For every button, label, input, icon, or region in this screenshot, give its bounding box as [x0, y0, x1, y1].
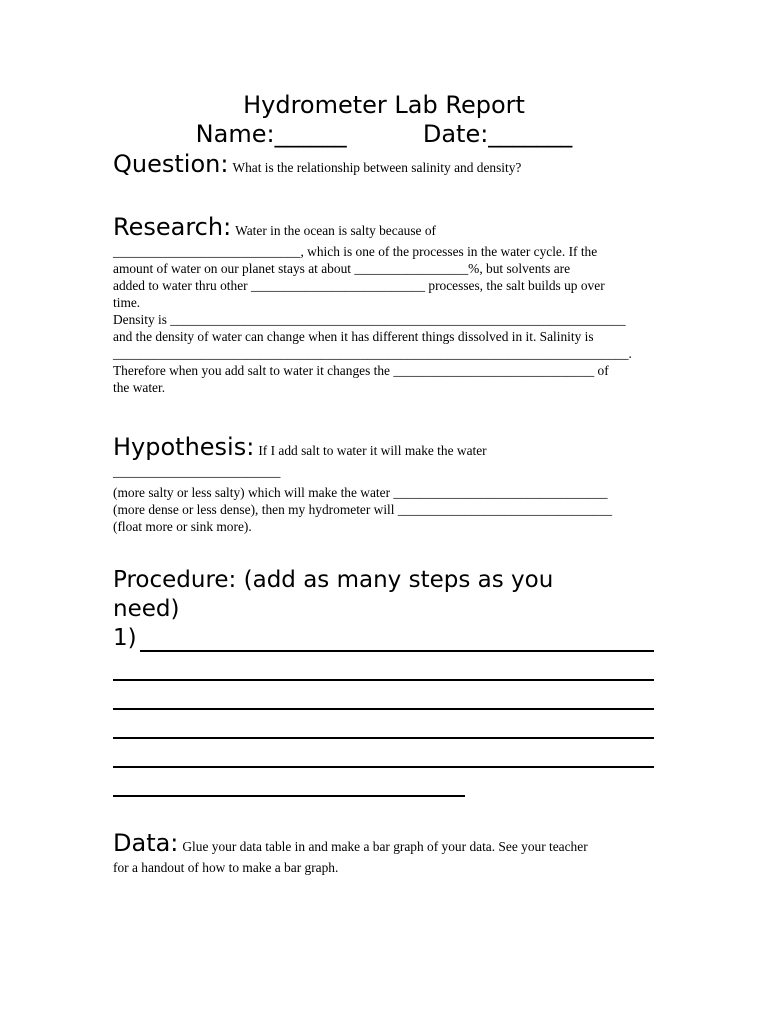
research-line: ____________________________, which is one of the processes in the water cycle. If the	[113, 244, 598, 259]
research-heading: Research:	[113, 213, 232, 241]
page-title: Hydrometer Lab Report	[243, 91, 525, 119]
procedure-answer-line	[113, 766, 654, 768]
data-heading: Data:	[113, 829, 179, 857]
data-second-line: for a handout of how to make a bar graph.	[113, 860, 339, 875]
research-line: _____________________________________________________________________________.	[113, 346, 632, 361]
research-line: amount of water on our planet stays at about _________________%, but solvents are	[113, 261, 571, 276]
hypothesis-heading: Hypothesis:	[113, 433, 255, 461]
procedure-answer-line	[140, 650, 654, 652]
research-line: added to water thru other __________________________ processes, the salt builds up over	[113, 278, 605, 293]
hypothesis-section	[113, 432, 658, 466]
research-section	[113, 213, 658, 245]
name-date-line: Name:______ Date:_______	[195, 120, 573, 148]
procedure-answer-line	[113, 708, 654, 710]
hypothesis-line: (more salty or less salty) which will make the water ________________________________	[113, 485, 608, 500]
hypothesis-line: (float more or sink more).	[113, 519, 252, 534]
procedure-answer-line	[113, 679, 654, 681]
procedure-heading-line: need)	[113, 596, 180, 622]
hypothesis-body	[113, 463, 658, 535]
research-line: time.	[113, 295, 141, 310]
procedure-heading	[113, 566, 673, 653]
research-first-line: Water in the ocean is salty because of	[235, 223, 436, 238]
question-section	[113, 149, 658, 183]
hypothesis-line: _________________________	[113, 464, 281, 479]
procedure-answer-line	[113, 795, 465, 797]
procedure-answer-line	[113, 737, 654, 739]
question-heading: Question:	[113, 150, 229, 178]
research-line: and the density of water can change when it has different things dissolved in it. Salinity is	[113, 329, 594, 344]
question-text: What is the relationship between salinity and density?	[232, 160, 522, 175]
research-line: the water.	[113, 380, 166, 395]
research-line: Density is ____________________________________________________________________	[113, 312, 626, 327]
hypothesis-first-line: If I add salt to water it will make the water	[258, 443, 487, 458]
hypothesis-line: (more dense or less dense), then my hydrometer will ________________________________	[113, 502, 613, 517]
procedure-step-label: 1)	[113, 625, 137, 651]
research-body	[113, 243, 658, 396]
procedure-heading-line: Procedure: (add as many steps as you	[113, 567, 554, 593]
data-first-line: Glue your data table in and make a bar graph of your data. See your teacher	[182, 839, 588, 854]
research-line: Therefore when you add salt to water it changes the ______________________________ of	[113, 363, 609, 378]
data-section	[113, 828, 673, 862]
